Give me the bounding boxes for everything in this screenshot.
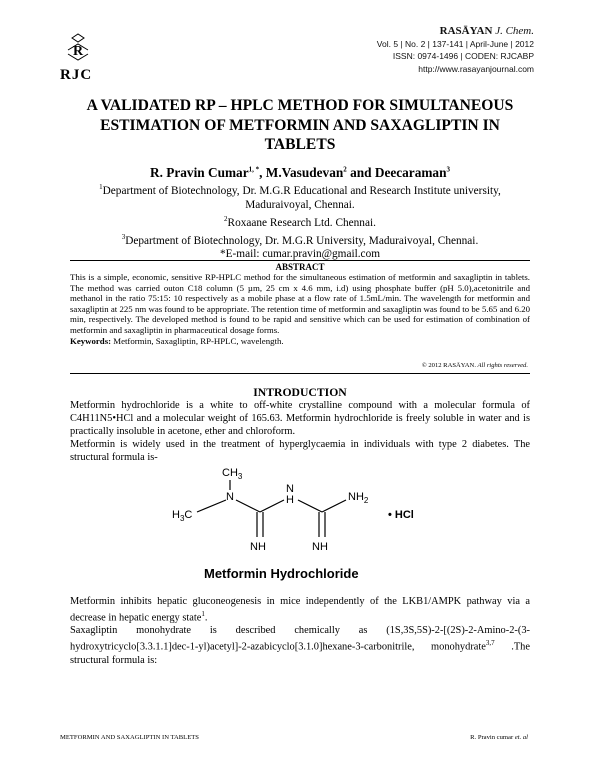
paper-title: A VALIDATED RP – HPLC METHOD FOR SIMULTANEOUS ESTIMATION OF METFORMIN AND SAXAGLIPTIN IN TABLETS <box>86 97 514 153</box>
abstract-top-rule <box>70 260 530 261</box>
affiliation-1: $^1$Department of Biotechnology, Dr. M.G.R Educational and Research Institute university, <box>99 183 501 197</box>
copyright-notice: © 2012 RASĀYAN. All rights reserved. <box>421 362 528 369</box>
intro-paragraph-2: Metformin is widely used in the treatment of hyperglycaemia in individuals with type 2 diabetes. The structural formula is- <box>70 439 530 463</box>
imine-left-label: NH <box>250 541 266 553</box>
keywords-label: Keywords: <box>70 335 112 346</box>
structure-caption: Metformin Hydrochloride <box>204 566 359 581</box>
h3c-label: $H_3C$ <box>172 509 193 523</box>
ch3-label: $CH_3$ <box>222 467 243 481</box>
author-2: M.Vasudevan <box>265 165 344 180</box>
journal-issn: ISSN: 0974-1496 | CODEN: RJCABP <box>392 51 534 62</box>
author-1: R. Pravin Cumar <box>150 165 249 180</box>
abstract-bottom-rule <box>70 373 530 374</box>
intro-paragraphs-1 <box>70 399 530 464</box>
logo-monogram: R <box>72 44 84 59</box>
intro-paragraphs-2 <box>70 595 530 667</box>
journal-logo-text: RJC <box>60 67 93 83</box>
running-footer-author: R. Pravin cumar et. al <box>470 734 528 741</box>
nh2-label: $NH_2$ <box>348 491 369 505</box>
keywords: Metformin, Saxagliptin, RP-HPLC, wavelength. <box>111 335 284 346</box>
author-3: Deecaraman <box>374 165 447 180</box>
running-footer-title: METFORMIN AND SAXAGLIPTIN IN TABLETS <box>60 734 199 741</box>
hcl-label: • HCl <box>388 509 414 521</box>
abstract-heading: ABSTRACT <box>275 262 325 272</box>
journal-url[interactable]: http://www.rasayanjournal.com <box>418 63 534 74</box>
author-list: R. Pravin Cumar$^{1, *}$, M.Vasudevan$^2$ and Deecaraman$^3$ <box>150 165 450 180</box>
imine-right-label: NH <box>312 541 328 553</box>
affiliations: $^1$Department of Biotechnology, Dr. M.G.R Educational and Research Institute university, Maduraivoyal, Chennai. $^2$Roxaane Research Ltd. Chennai. $^3$Department of Biotechnology, Dr. M.G.R University, Maduraivoyal, Chennai. *E-mail: cumar.pravin@gmail.com <box>40 180 560 261</box>
author-email[interactable]: *E-mail: cumar.pravin@gmail.com <box>219 248 381 261</box>
intro-paragraph-3: Metformin inhibits hepatic gluconeogenesis in mice independently of the LKB1/AMPK pathway via a decrease in hepatic energy state$^1$. <box>70 596 530 624</box>
abstract-body: This is a simple, economic, sensitive RP-HPLC method for the simultaneous estimation of metformin and saxagliptin in tablets. The method was carried outon C18 column (5 µm, 25 cm x 4.6 mm, i.d) using phosphate buffer (pH 5.0),acetonitrile and methanol in the ratio 75:15: 10 respectively as a mobile phase at a flow rate of 1.5mL/min. The wavelength for metformin and saxagliptin at 225 nm was found to be appropriate. The retention time of metformin and saxagliptin was found to be 5.65 and 6.20 min, respectively. The developed method is found to be rapid and sensitive which can be used for estimation of combination of metformin and saxagliptin in pharmaceutical dosage forms. Keywords: Metformin, Saxagliptin, RP-HPLC, wavelength. <box>70 272 530 346</box>
n-label: N <box>226 491 234 503</box>
affiliation-3: $^3$Department of Biotechnology, Dr. M.G.R University, Maduraivoyal, Chennai. <box>121 232 479 247</box>
journal-logo-emblem-icon <box>60 30 120 70</box>
affiliation-2: $^2$Roxaane Research Ltd. Chennai. <box>224 214 376 229</box>
intro-paragraph-1: Metformin hydrochloride is a white to off-white crystalline compound with a molecular formula of C4H11N5•HCl and a molecular weight of 165.63. Metformin hydrochloride is freely soluble in water and is practically insoluble in acetone, ether and chloroform. <box>70 400 530 437</box>
intro-paragraph-4: Saxagliptin monohydrate is described chemically as (1S,3S,5S)-2-[(2S)-2-Amino-2-(3-hydroxytricyclo[3.3.1.1]dec-1-yl)acetyl]-2-azabicyclo[3.1.0]hexane-3-carbonitrile, monohydrate$^{3,7}$ .The structural formula is: <box>70 625 530 666</box>
nh-n-label: N <box>286 483 294 495</box>
journal-name: RASĀYAN J. Chem. <box>439 25 534 37</box>
nh-h-label: H <box>286 494 294 506</box>
journal-issue: Vol. 5 | No. 2 | 137-141 | April-June | 2012 <box>376 38 534 49</box>
journal-header <box>274 25 534 75</box>
journal-abbrev: J. Chem. <box>495 25 534 37</box>
introduction-heading: INTRODUCTION <box>253 386 347 399</box>
